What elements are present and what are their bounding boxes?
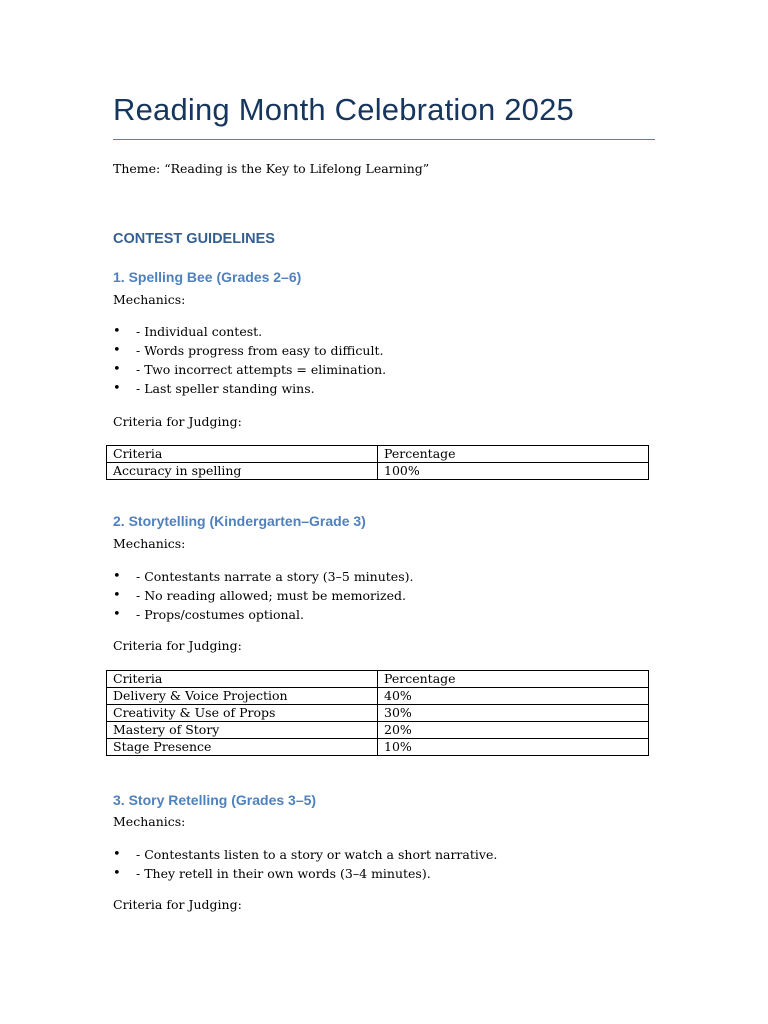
table-cell: Stage Presence xyxy=(107,739,378,756)
criteria-label: Criteria for Judging: xyxy=(113,414,242,429)
list-item-text: - Contestants listen to a story or watch a short narrative. xyxy=(136,847,498,862)
table-cell: Delivery & Voice Projection xyxy=(107,688,378,705)
list-item xyxy=(113,864,497,883)
list-item-text: - Words progress from easy to difficult. xyxy=(136,343,384,358)
table-cell: 100% xyxy=(378,463,649,480)
list-item xyxy=(113,586,413,605)
table-cell: Creativity & Use of Props xyxy=(107,705,378,722)
table-header-row xyxy=(107,446,649,463)
table-row xyxy=(107,705,649,722)
table-cell: 20% xyxy=(378,722,649,739)
criteria-table-spelling-bee xyxy=(106,445,649,480)
contest-heading-storytelling: 2. Storytelling (Kindergarten–Grade 3) xyxy=(113,513,366,529)
table-cell: Mastery of Story xyxy=(107,722,378,739)
title-underline xyxy=(113,139,655,140)
bullet-icon: • xyxy=(113,381,121,396)
list-item-text: - No reading allowed; must be memorized. xyxy=(136,588,406,603)
table-header-cell: Percentage xyxy=(378,671,649,688)
theme-line: Theme: “Reading is the Key to Lifelong Learning” xyxy=(113,161,430,176)
table-header-cell: Criteria xyxy=(107,446,378,463)
bullet-icon: • xyxy=(113,324,121,339)
list-item xyxy=(113,567,413,586)
section-heading: CONTEST GUIDELINES xyxy=(113,231,275,247)
criteria-label: Criteria for Judging: xyxy=(113,897,242,912)
criteria-label: Criteria for Judging: xyxy=(113,638,242,653)
table-cell: 10% xyxy=(378,739,649,756)
bullet-icon: • xyxy=(113,847,121,862)
criteria-table-storytelling xyxy=(106,670,649,756)
list-item-text: - Two incorrect attempts = elimination. xyxy=(136,362,387,377)
document-title: Reading Month Celebration 2025 xyxy=(113,92,574,127)
list-item xyxy=(113,379,386,398)
bullet-icon: • xyxy=(113,343,121,358)
list-item xyxy=(113,845,497,864)
list-item xyxy=(113,341,386,360)
bullet-icon: • xyxy=(113,866,121,881)
bullet-icon: • xyxy=(113,569,121,584)
contest-heading-spelling-bee: 1. Spelling Bee (Grades 2–6) xyxy=(113,269,302,285)
mechanics-list-spelling-bee xyxy=(113,322,386,398)
table-row xyxy=(107,722,649,739)
contest-heading-story-retelling: 3. Story Retelling (Grades 3–5) xyxy=(113,792,317,808)
bullet-icon: • xyxy=(113,607,121,622)
table-header-cell: Percentage xyxy=(378,446,649,463)
list-item-text: - Last speller standing wins. xyxy=(136,381,315,396)
table-header-cell: Criteria xyxy=(107,671,378,688)
table-row xyxy=(107,688,649,705)
list-item-text: - They retell in their own words (3–4 minutes). xyxy=(136,866,431,881)
list-item-text: - Props/costumes optional. xyxy=(136,607,304,622)
mechanics-label: Mechanics: xyxy=(113,814,186,829)
list-item xyxy=(113,360,386,379)
table-header-row xyxy=(107,671,649,688)
mechanics-label: Mechanics: xyxy=(113,536,186,551)
mechanics-list-story-retelling xyxy=(113,845,497,883)
bullet-icon: • xyxy=(113,588,121,603)
table-cell: 40% xyxy=(378,688,649,705)
list-item xyxy=(113,605,413,624)
table-cell: Accuracy in spelling xyxy=(107,463,378,480)
mechanics-list-storytelling xyxy=(113,567,413,624)
bullet-icon: • xyxy=(113,362,121,377)
table-row xyxy=(107,739,649,756)
list-item-text: - Individual contest. xyxy=(136,324,263,339)
table-row xyxy=(107,463,649,480)
list-item-text: - Contestants narrate a story (3–5 minutes). xyxy=(136,569,414,584)
mechanics-label: Mechanics: xyxy=(113,292,186,307)
table-cell: 30% xyxy=(378,705,649,722)
list-item xyxy=(113,322,386,341)
